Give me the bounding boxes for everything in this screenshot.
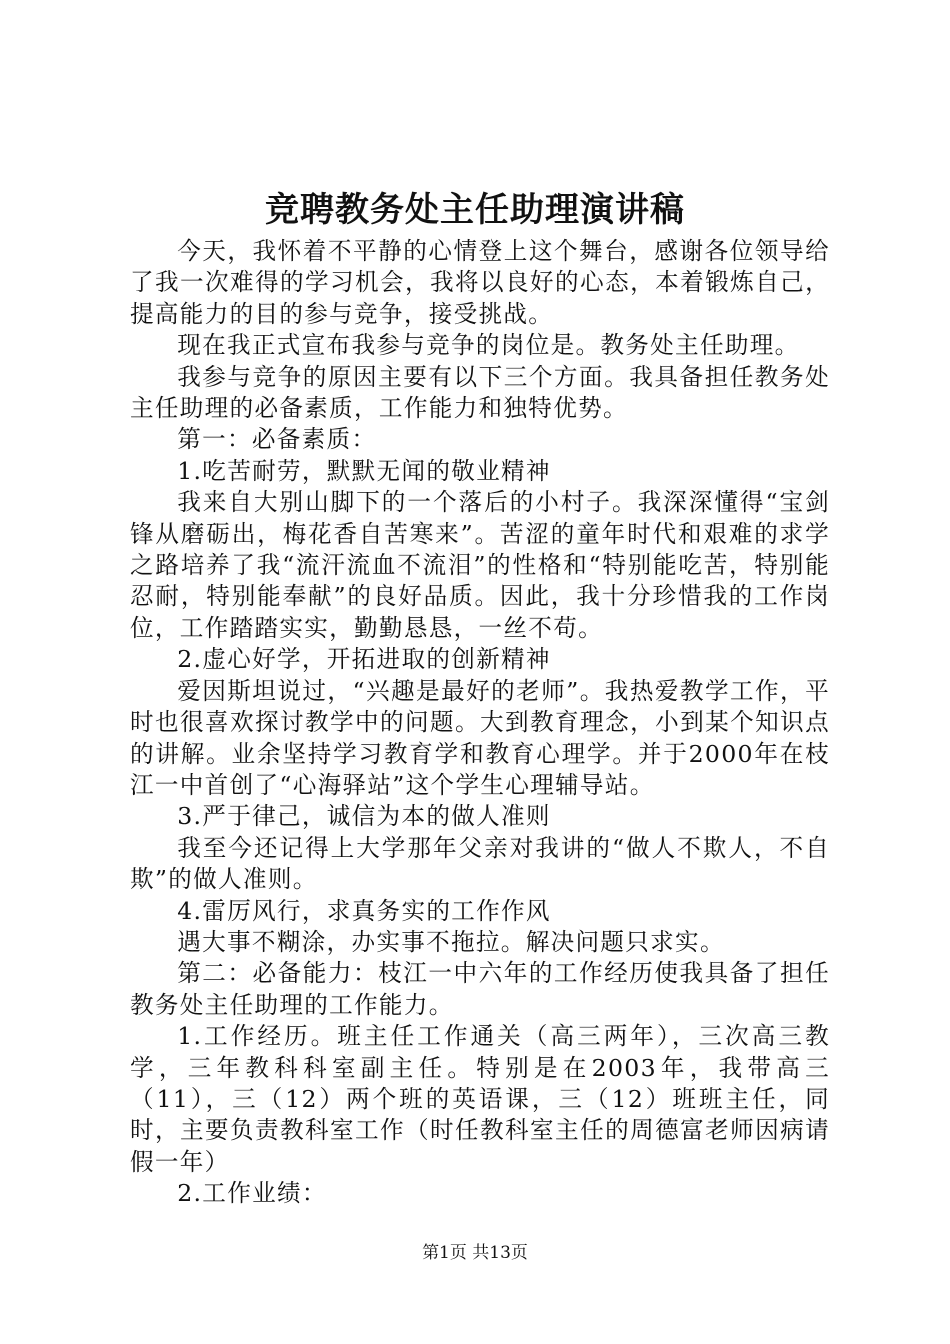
paragraph-self-discipline: 我至今还记得上大学那年父亲对我讲的“做人不欺人，不自欺”的做人准则。 xyxy=(130,833,830,894)
subheading-hardworking: 1.吃苦耐劳，默默无闻的敬业精神 xyxy=(177,456,551,485)
subheading-self-discipline: 3.严于律己，诚信为本的做人准则 xyxy=(177,802,551,831)
paragraph-hardworking: 我来自大别山脚下的一个落后的小村子。我深深懂得“宝剑锋从磨砺出，梅花香自苦寒来”。苦涩的童年时代和艰难的求学之路培养了我“流汗流血不流泪”的性格和“特别能吃苦，特别能忍耐，特别能奉献”的良好品质。因此，我十分珍惜我的工作岗位，工作踏踏实实，勤勤恳恳，一丝不苟。 xyxy=(130,488,830,642)
subheading-work-style: 4.雷厉风行，求真务实的工作作风 xyxy=(177,896,551,925)
paragraph-position: 现在我正式宣布我参与竞争的岗位是。教务处主任助理。 xyxy=(177,331,800,360)
paragraph-work-style: 遇大事不糊涂，办实事不拖拉。解决问题只求实。 xyxy=(177,927,725,956)
page-number-footer: 第1页 共13页 xyxy=(422,1243,528,1263)
paragraph-opening: 今天，我怀着不平静的心情登上这个舞台，感谢各位领导给了我一次难得的学习机会，我将以良好的心态，本着锻炼自己，提高能力的目的参与竞争，接受挑战。 xyxy=(130,237,830,328)
page-title: 竞聘教务处主任助理演讲稿 xyxy=(265,190,685,230)
section-heading-abilities: 第二：必备能力：枝江一中六年的工作经历使我具备了担任教务处主任助理的工作能力。 xyxy=(130,959,830,1019)
paragraph-reasons: 我参与竞争的原因主要有以下三个方面。我具备担任教务处主任助理的必备素质，工作能力和独特优势。 xyxy=(130,362,830,423)
paragraph-work-experience: 1.工作经历。班主任工作通关（高三两年），三次高三教学，三年教科科室副主任。特别是在2003年，我带高三（11），三（12）两个班的英语课，三（12）班班主任，同时，主要负责教科室工作（时任教科室主任的周德富老师因病请假一年） xyxy=(130,1022,830,1176)
subheading-work-achievements: 2.工作业绩： xyxy=(177,1179,327,1208)
subheading-eager-learning: 2.虚心好学，开拓进取的创新精神 xyxy=(177,645,551,674)
document-body xyxy=(130,236,830,1210)
section-heading-qualities: 第一：必备素质： xyxy=(177,425,377,454)
paragraph-eager-learning: 爱因斯坦说过，“兴趣是最好的老师”。我热爱教学工作，平时也很喜欢探讨教学中的问题。大到教育理念，小到某个知识点的讲解。业余坚持学习教育学和教育心理学。并于2000年在枝江一中首创了“心海驿站”这个学生心理辅导站。 xyxy=(130,676,830,799)
